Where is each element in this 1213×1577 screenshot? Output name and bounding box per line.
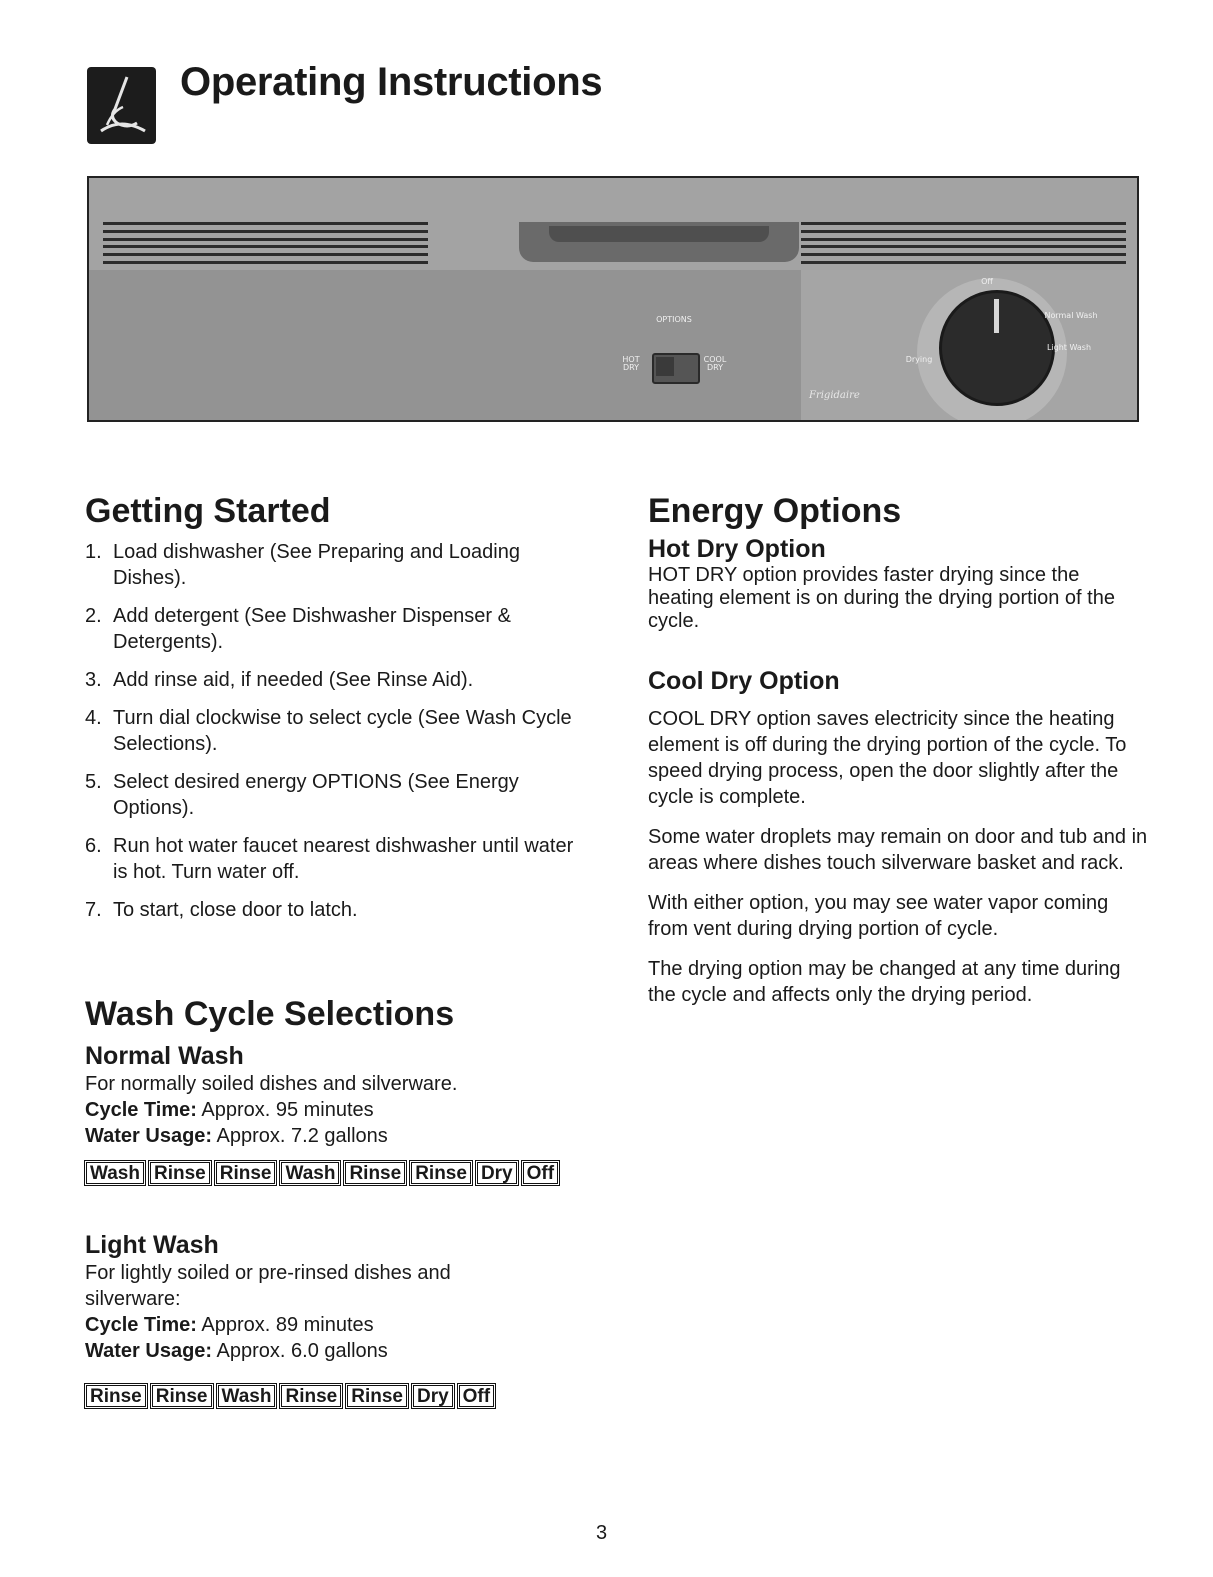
cycle-step-box: Wash [281, 1162, 339, 1184]
light-wash-cycle-time [85, 1312, 605, 1338]
normal-wash-sequence [85, 1159, 605, 1187]
hot-dry-label: HOT DRY [622, 355, 640, 372]
cycle-step-box: Off [459, 1385, 494, 1407]
page-number: 3 [596, 1522, 608, 1544]
cycle-step-box: Rinse [152, 1385, 212, 1407]
step-number: 5. [85, 771, 102, 793]
step-number: 1. [85, 541, 102, 563]
cycle-step-box: Rinse [150, 1162, 210, 1184]
step-text: Run hot water faucet nearest dishwasher until water is hot. Turn water off. [113, 835, 574, 883]
water-usage-label: Water Usage: [85, 1125, 213, 1147]
cycle-step-box: Rinse [281, 1385, 341, 1407]
cycle-step-box: Rinse [345, 1162, 405, 1184]
cool-dry-paragraph: The drying option may be changed at any time during the cycle and affects only the drying period. [648, 958, 1121, 1006]
cool-dry-label: COOL DRY [703, 355, 727, 372]
step-number: 7. [85, 899, 102, 921]
energy-options-heading: Energy Options [648, 492, 902, 530]
cool-dry-paragraph: COOL DRY option saves electricity since the heating element is off during the drying portion of the cycle. To speed drying process, open the door slightly after the cycle is complete. [648, 708, 1127, 808]
light-wash-heading: Light Wash [85, 1231, 219, 1259]
cycle-step-box: Dry [477, 1162, 517, 1184]
normal-wash-cycle-time [85, 1097, 605, 1123]
dial-light-wash-label: Light Wash [1046, 343, 1092, 352]
cycle-time-label: Cycle Time: [85, 1099, 197, 1121]
light-wash-description: For lightly soiled or pre-rinsed dishes and silverware: [85, 1262, 451, 1310]
step-item [85, 833, 575, 885]
step-text: Load dishwasher (See Preparing and Loading Dishes). [113, 541, 520, 589]
getting-started-section [85, 492, 575, 935]
wash-cycle-heading: Wash Cycle Selections [85, 995, 455, 1033]
cycle-step-box: Rinse [86, 1385, 146, 1407]
step-number: 6. [85, 835, 102, 857]
brand-logo: Frigidaire [809, 390, 860, 401]
vent-grille-left [103, 222, 428, 264]
normal-wash-water-usage [85, 1123, 605, 1149]
vent-grille-right [801, 222, 1126, 264]
door-handle [519, 222, 799, 262]
step-text: Add rinse aid, if needed (See Rinse Aid). [113, 669, 474, 691]
page-title: Operating Instructions [180, 60, 603, 104]
cycle-time-value: Approx. 95 minutes [196, 1099, 374, 1121]
step-item [85, 667, 575, 693]
normal-wash-heading: Normal Wash [85, 1042, 244, 1070]
step-item [85, 769, 575, 821]
cool-dry-paragraphs [648, 706, 1148, 1008]
cycle-step-box: Rinse [216, 1162, 276, 1184]
step-item [85, 897, 575, 923]
normal-wash-description: For normally soiled dishes and silverware. [85, 1073, 458, 1095]
energy-options-switch[interactable] [652, 353, 700, 384]
cycle-time-value: Approx. 89 minutes [196, 1314, 374, 1336]
hand-pressing-icon [87, 67, 156, 144]
hot-dry-heading: Hot Dry Option [648, 535, 826, 563]
step-item [85, 603, 575, 655]
cycle-step-box: Dry [413, 1385, 453, 1407]
control-panel-image [87, 176, 1139, 422]
options-label: OPTIONS [656, 315, 692, 324]
light-wash-water-usage [85, 1338, 605, 1364]
hot-dry-text: HOT DRY option provides faster drying since the heating element is on during the drying portion of the cycle. [648, 564, 1115, 632]
cycle-step-box: Rinse [347, 1385, 407, 1407]
dial-drying-label: Drying [905, 355, 933, 364]
getting-started-heading: Getting Started [85, 492, 331, 530]
dial-pointer [994, 299, 999, 333]
step-number: 4. [85, 707, 102, 729]
water-usage-label: Water Usage: [85, 1340, 213, 1362]
step-number: 2. [85, 605, 102, 627]
water-usage-value: Approx. 6.0 gallons [212, 1340, 388, 1362]
dial-normal-wash-label: Normal Wash [1044, 311, 1098, 320]
cool-dry-paragraph: With either option, you may see water vapor coming from vent during drying portion of cycle. [648, 892, 1109, 940]
step-text: Add detergent (See Dishwasher Dispenser & Detergents). [113, 605, 511, 653]
cycle-step-box: Wash [218, 1385, 276, 1407]
dial-off-label: Off [981, 277, 993, 286]
energy-options-section [648, 492, 1148, 1022]
step-text: Turn dial clockwise to select cycle (See Wash Cycle Selections). [113, 707, 572, 755]
cool-dry-heading: Cool Dry Option [648, 667, 840, 695]
step-text: Select desired energy OPTIONS (See Energy Options). [113, 771, 519, 819]
step-item [85, 705, 575, 757]
cycle-step-box: Off [523, 1162, 558, 1184]
cycle-step-box: Rinse [411, 1162, 471, 1184]
cool-dry-paragraph: Some water droplets may remain on door and tub and in areas where dishes touch silverware basket and rack. [648, 826, 1148, 874]
steps-list [85, 539, 575, 923]
water-usage-value: Approx. 7.2 gallons [212, 1125, 388, 1147]
step-item [85, 539, 575, 591]
light-wash-sequence [85, 1382, 605, 1410]
cycle-time-label: Cycle Time: [85, 1314, 197, 1336]
step-text: To start, close door to latch. [113, 899, 358, 921]
wash-cycle-section [85, 995, 605, 1410]
cycle-step-box: Wash [86, 1162, 144, 1184]
cycle-dial[interactable] [939, 290, 1055, 406]
step-number: 3. [85, 669, 102, 691]
